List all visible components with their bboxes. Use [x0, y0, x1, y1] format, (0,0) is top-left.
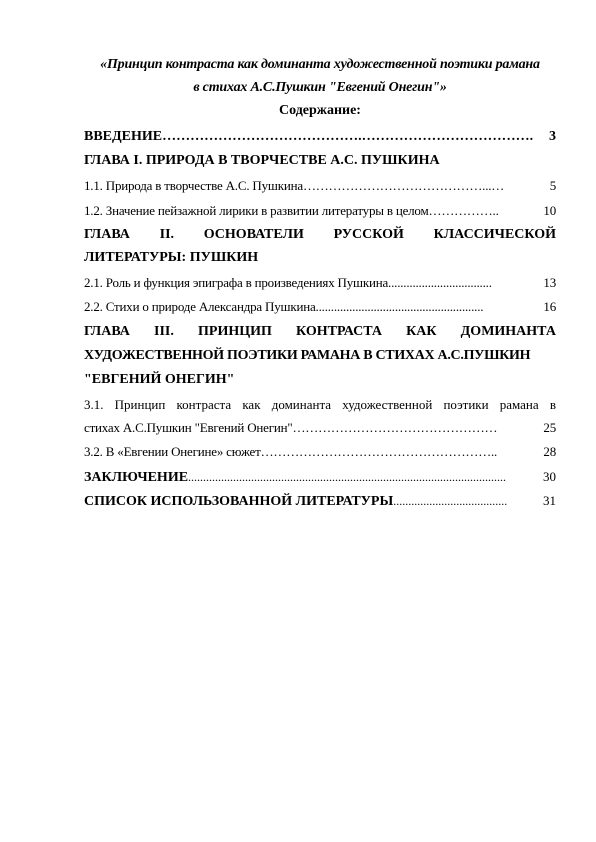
toc-leader-dots: ..........................................................................................................	[188, 470, 507, 484]
toc-entry-references[interactable]	[84, 490, 556, 512]
toc-entry-label: стихах А.С.Пушкин "Евгений Онегин"	[84, 420, 293, 435]
toc-entry-conclusion[interactable]	[84, 466, 556, 488]
entry-word: Принцип	[114, 397, 166, 412]
toc-entry-3-1-line-1[interactable]	[84, 394, 556, 415]
entry-word: рамана	[499, 397, 539, 412]
heading-word: II.	[159, 227, 175, 242]
entry-word: поэтики	[443, 397, 489, 412]
toc-entry-label: 2.1. Роль и функция эпиграфа в произведениях Пушкина	[84, 275, 389, 290]
entry-word: как	[242, 397, 261, 412]
toc-leader-dots: ………………………………………………..	[260, 444, 498, 459]
toc-chapter-3-heading-line-3[interactable]: "ЕВГЕНИЙ ОНЕГИН"	[84, 372, 235, 387]
toc-entry-label: 3.2. В «Евгении Онегине» сюжет	[84, 444, 261, 459]
toc-leader-dots: ……………..	[428, 203, 499, 218]
toc-leader-dots: .......................................................	[315, 299, 484, 314]
entry-word: художественной	[342, 397, 433, 412]
toc-chapter-3-heading-line-2[interactable]: ХУДОЖЕСТВЕННОЙ ПОЭТИКИ РАМАНА В СТИХАХ А.С.ПУШКИН	[84, 348, 531, 363]
toc-leader-dots: …………………………………………	[292, 420, 498, 435]
toc-entry-introduction[interactable]	[84, 126, 556, 147]
toc-page-number: 5	[549, 178, 556, 193]
toc-entry-3-2[interactable]	[84, 441, 556, 462]
entry-word: 3.1.	[84, 397, 104, 412]
toc-entry-1-2[interactable]	[84, 200, 556, 221]
toc-leader-dots: ..................................	[388, 275, 492, 290]
contents-heading: Содержание:	[279, 103, 361, 118]
heading-word: КЛАССИЧЕСКОЙ	[433, 227, 556, 242]
entry-word: контраста	[176, 397, 232, 412]
toc-leader-dots: …………………………………….……………………………….	[162, 129, 534, 144]
toc-entry-2-1[interactable]	[84, 272, 556, 293]
heading-word: КОНТРАСТА	[296, 324, 382, 339]
heading-word: ГЛАВА	[84, 324, 130, 339]
toc-chapter-2-heading-line-2[interactable]: ЛИТЕРАТУРЫ: ПУШКИН	[84, 250, 259, 265]
toc-entry-label: 1.1. Природа в творчестве А.С. Пушкина	[84, 178, 303, 193]
entry-word: доминанта	[271, 397, 332, 412]
heading-word: ДОМИНАНТА	[460, 324, 556, 339]
document-title-line-2: в стихах А.С.Пушкин "Евгений Онегин"»	[193, 80, 447, 95]
heading-word: ОСНОВАТЕЛИ	[203, 227, 304, 242]
toc-page-number: 30	[543, 469, 556, 484]
toc-chapter-2-heading-line-1[interactable]	[84, 224, 556, 245]
entry-word: в	[549, 397, 556, 412]
toc-page-number: 10	[543, 203, 556, 218]
toc-page-number: 16	[543, 299, 556, 314]
heading-word: РУССКОЙ	[333, 227, 404, 242]
toc-entry-3-1-line-2[interactable]	[84, 417, 556, 438]
heading-word: ГЛАВА	[84, 227, 130, 242]
toc-page-number: 3	[549, 129, 556, 144]
toc-entry-label: СПИСОК ИСПОЛЬЗОВАННОЙ ЛИТЕРАТУРЫ	[84, 494, 394, 509]
toc-entry-2-2[interactable]	[84, 296, 556, 317]
heading-word: КАК	[406, 324, 437, 339]
toc-entry-1-1[interactable]	[84, 175, 556, 196]
toc-chapter-1-heading[interactable]: ГЛАВА I. ПРИРОДА В ТВОРЧЕСТВЕ А.С. ПУШКИНА	[84, 153, 440, 168]
heading-word: III.	[154, 324, 174, 339]
toc-entry-label: ВВЕДЕНИЕ	[84, 129, 163, 144]
toc-entry-label: ЗАКЛЮЧЕНИЕ	[84, 470, 189, 485]
document-title-line-1: «Принцип контраста как доминанта художественной поэтики рамана	[100, 57, 540, 72]
toc-leader-dots: ......................................	[393, 494, 508, 508]
toc-page-number: 31	[543, 493, 556, 508]
toc-entry-label: 2.2. Стихи о природе Александра Пушкина	[84, 299, 316, 314]
toc-page-number: 28	[543, 444, 556, 459]
toc-leader-dots: ……………………………………...…	[302, 178, 505, 193]
toc-chapter-3-heading-line-1[interactable]	[84, 321, 556, 342]
heading-word: ПРИНЦИП	[198, 324, 272, 339]
toc-page-number: 25	[543, 420, 556, 435]
toc-page-number: 13	[543, 275, 556, 290]
toc-entry-label: 1.2. Значение пейзажной лирики в развитии литературы в целом	[84, 203, 429, 218]
